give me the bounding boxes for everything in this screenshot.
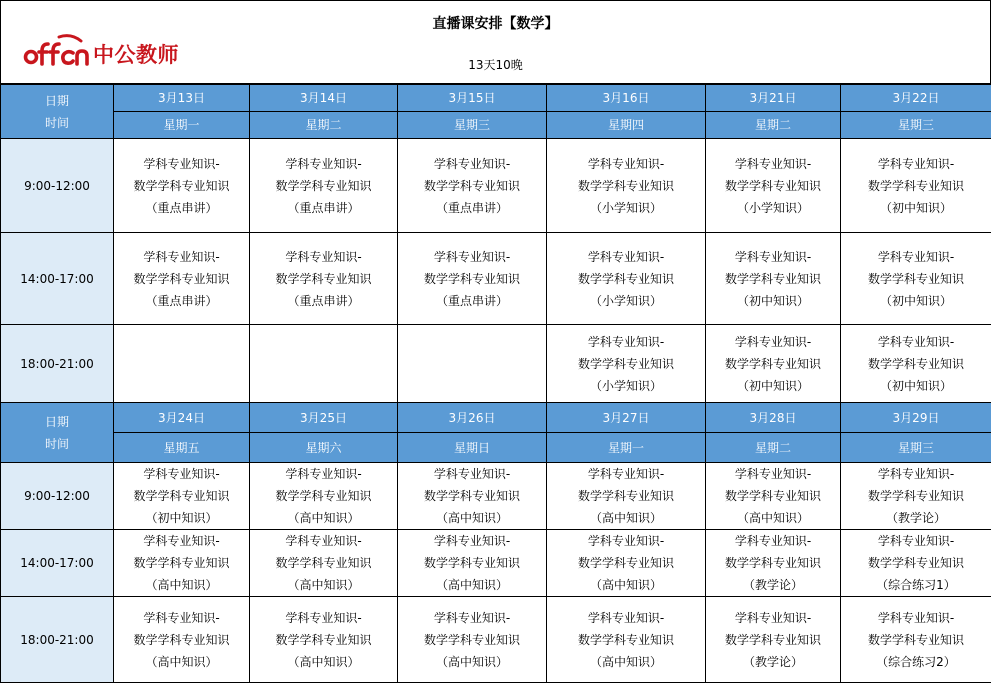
weekday-row bbox=[1, 433, 991, 463]
course-text-line: 数学学科专业知识 bbox=[547, 175, 705, 197]
course-text-line: （高中知识） bbox=[250, 574, 397, 596]
course-text-line: 数学学科专业知识 bbox=[250, 485, 397, 507]
course-cell bbox=[250, 463, 398, 530]
course-text-line: 数学学科专业知识 bbox=[398, 629, 546, 651]
time-slot-label: 18:00-21:00 bbox=[1, 325, 114, 403]
course-text-line: 学科专业知识- bbox=[706, 463, 840, 485]
course-text-line: 学科专业知识- bbox=[841, 331, 991, 353]
date-cell: 3月16日 bbox=[547, 85, 706, 112]
course-text-line: （初中知识） bbox=[706, 290, 840, 312]
course-text-line: （高中知识） bbox=[398, 507, 546, 529]
time-slot-row bbox=[1, 530, 991, 597]
course-text-line: （重点串讲） bbox=[398, 290, 546, 312]
course-text-line: （重点串讲） bbox=[398, 197, 546, 219]
weekday-cell: 星期三 bbox=[398, 112, 547, 139]
course-text-line: （初中知识） bbox=[841, 290, 991, 312]
date-cell: 3月24日 bbox=[114, 403, 250, 433]
course-text-line: 数学学科专业知识 bbox=[841, 353, 991, 375]
course-text-line: 学科专业知识- bbox=[841, 246, 991, 268]
course-text-line: 学科专业知识- bbox=[841, 153, 991, 175]
course-text-line: 数学学科专业知识 bbox=[841, 552, 991, 574]
course-text-line: （教学论） bbox=[706, 651, 840, 673]
course-text-line: （小学知识） bbox=[547, 375, 705, 397]
course-cell bbox=[841, 233, 991, 325]
date-cell: 3月29日 bbox=[841, 403, 991, 433]
weekday-cell: 星期一 bbox=[114, 112, 250, 139]
course-text-line: 学科专业知识- bbox=[706, 530, 840, 552]
course-text-line: 数学学科专业知识 bbox=[841, 268, 991, 290]
course-cell bbox=[706, 597, 841, 683]
course-text-line: 学科专业知识- bbox=[398, 463, 546, 485]
time-slot-row bbox=[1, 463, 991, 530]
date-cell: 3月13日 bbox=[114, 85, 250, 112]
date-cell: 3月22日 bbox=[841, 85, 991, 112]
course-text-line: （初中知识） bbox=[114, 507, 249, 529]
date-cell: 3月25日 bbox=[250, 403, 398, 433]
time-slot-row bbox=[1, 139, 991, 233]
course-cell bbox=[114, 530, 250, 597]
course-text-line: 数学学科专业知识 bbox=[250, 268, 397, 290]
course-text-line: （高中知识） bbox=[250, 651, 397, 673]
course-text-line: 学科专业知识- bbox=[706, 153, 840, 175]
course-text-line: 学科专业知识- bbox=[114, 607, 249, 629]
course-text-line: 学科专业知识- bbox=[547, 463, 705, 485]
course-text-line: （初中知识） bbox=[841, 375, 991, 397]
course-text-line: 数学学科专业知识 bbox=[706, 268, 840, 290]
course-text-line: 学科专业知识- bbox=[547, 246, 705, 268]
course-text-line: 数学学科专业知识 bbox=[841, 629, 991, 651]
weekday-cell: 星期二 bbox=[250, 112, 398, 139]
course-cell bbox=[841, 530, 991, 597]
weekday-cell: 星期日 bbox=[398, 433, 547, 463]
course-text-line: 学科专业知识- bbox=[547, 530, 705, 552]
course-text-line: 数学学科专业知识 bbox=[706, 175, 840, 197]
course-cell bbox=[398, 139, 547, 233]
course-text-line: （教学论） bbox=[841, 507, 991, 529]
course-text-line: （高中知识） bbox=[250, 507, 397, 529]
corner-date-label: 日期 bbox=[1, 411, 113, 433]
course-cell bbox=[547, 325, 706, 403]
course-cell bbox=[398, 325, 547, 403]
weekday-cell: 星期四 bbox=[547, 112, 706, 139]
course-text-line: （重点串讲） bbox=[250, 290, 397, 312]
course-cell bbox=[114, 233, 250, 325]
course-text-line: 学科专业知识- bbox=[706, 331, 840, 353]
page-title: 直播课安排【数学】 bbox=[1, 13, 990, 33]
course-cell bbox=[398, 233, 547, 325]
course-cell bbox=[841, 139, 991, 233]
schedule-header bbox=[0, 0, 991, 84]
course-cell bbox=[114, 325, 250, 403]
course-cell bbox=[250, 233, 398, 325]
course-cell bbox=[114, 139, 250, 233]
course-cell bbox=[547, 139, 706, 233]
course-cell bbox=[114, 463, 250, 530]
corner-date-label: 日期 bbox=[1, 90, 113, 112]
course-text-line: 数学学科专业知识 bbox=[250, 629, 397, 651]
course-text-line: （高中知识） bbox=[547, 574, 705, 596]
course-text-line: 数学学科专业知识 bbox=[114, 552, 249, 574]
course-text-line: （高中知识） bbox=[114, 574, 249, 596]
logo-text: 中公教师 bbox=[93, 43, 179, 67]
course-text-line: （高中知识） bbox=[398, 651, 546, 673]
page-subtitle: 13天10晚 bbox=[1, 56, 990, 73]
course-text-line: 数学学科专业知识 bbox=[706, 353, 840, 375]
course-text-line: 学科专业知识- bbox=[250, 246, 397, 268]
course-text-line: （高中知识） bbox=[114, 651, 249, 673]
course-text-line: 学科专业知识- bbox=[398, 607, 546, 629]
course-text-line: 学科专业知识- bbox=[114, 463, 249, 485]
course-cell bbox=[547, 233, 706, 325]
course-text-line: 数学学科专业知识 bbox=[398, 485, 546, 507]
course-cell bbox=[114, 597, 250, 683]
course-text-line: 数学学科专业知识 bbox=[841, 485, 991, 507]
weekday-cell: 星期二 bbox=[706, 433, 841, 463]
course-text-line: 学科专业知识- bbox=[547, 607, 705, 629]
course-cell bbox=[706, 463, 841, 530]
course-text-line: 数学学科专业知识 bbox=[706, 485, 840, 507]
corner-time-label: 时间 bbox=[1, 112, 113, 134]
course-text-line: （重点串讲） bbox=[114, 290, 249, 312]
date-cell: 3月26日 bbox=[398, 403, 547, 433]
weekday-cell: 星期三 bbox=[841, 433, 991, 463]
course-text-line: 学科专业知识- bbox=[706, 246, 840, 268]
weekday-cell: 星期一 bbox=[547, 433, 706, 463]
course-text-line: （综合练习1） bbox=[841, 574, 991, 596]
course-text-line: 学科专业知识- bbox=[706, 607, 840, 629]
course-text-line: 学科专业知识- bbox=[114, 530, 249, 552]
course-text-line: 学科专业知识- bbox=[250, 153, 397, 175]
course-text-line: （重点串讲） bbox=[114, 197, 249, 219]
course-text-line: 数学学科专业知识 bbox=[250, 175, 397, 197]
time-slot-row bbox=[1, 325, 991, 403]
date-row bbox=[1, 85, 991, 112]
course-text-line: 数学学科专业知识 bbox=[398, 268, 546, 290]
course-cell bbox=[250, 139, 398, 233]
course-cell bbox=[706, 530, 841, 597]
course-cell bbox=[398, 530, 547, 597]
weekday-cell: 星期六 bbox=[250, 433, 398, 463]
course-text-line: 数学学科专业知识 bbox=[547, 268, 705, 290]
date-cell: 3月27日 bbox=[547, 403, 706, 433]
course-text-line: 学科专业知识- bbox=[841, 463, 991, 485]
course-text-line: 学科专业知识- bbox=[114, 246, 249, 268]
course-cell bbox=[841, 463, 991, 530]
course-text-line: （高中知识） bbox=[398, 574, 546, 596]
course-cell bbox=[841, 597, 991, 683]
course-text-line: 学科专业知识- bbox=[398, 153, 546, 175]
weekday-row bbox=[1, 112, 991, 139]
weekday-cell: 星期三 bbox=[841, 112, 991, 139]
course-text-line: 学科专业知识- bbox=[547, 331, 705, 353]
date-row bbox=[1, 403, 991, 433]
course-cell bbox=[547, 530, 706, 597]
date-cell: 3月28日 bbox=[706, 403, 841, 433]
course-text-line: 数学学科专业知识 bbox=[547, 629, 705, 651]
time-slot-label: 14:00-17:00 bbox=[1, 530, 114, 597]
course-text-line: 数学学科专业知识 bbox=[547, 485, 705, 507]
course-cell bbox=[250, 325, 398, 403]
course-text-line: 数学学科专业知识 bbox=[114, 175, 249, 197]
time-slot-row bbox=[1, 597, 991, 683]
weekday-cell: 星期五 bbox=[114, 433, 250, 463]
course-text-line: 数学学科专业知识 bbox=[547, 353, 705, 375]
course-text-line: （教学论） bbox=[706, 574, 840, 596]
course-text-line: 学科专业知识- bbox=[250, 530, 397, 552]
course-text-line: 数学学科专业知识 bbox=[547, 552, 705, 574]
course-cell bbox=[841, 325, 991, 403]
course-text-line: 数学学科专业知识 bbox=[114, 268, 249, 290]
course-text-line: 数学学科专业知识 bbox=[250, 552, 397, 574]
course-cell bbox=[706, 233, 841, 325]
course-cell bbox=[547, 597, 706, 683]
date-cell: 3月21日 bbox=[706, 85, 841, 112]
weekday-cell: 星期二 bbox=[706, 112, 841, 139]
date-time-corner bbox=[1, 85, 114, 139]
course-text-line: （初中知识） bbox=[841, 197, 991, 219]
course-cell bbox=[547, 463, 706, 530]
course-text-line: 学科专业知识- bbox=[250, 463, 397, 485]
course-text-line: （高中知识） bbox=[706, 507, 840, 529]
course-text-line: （高中知识） bbox=[547, 651, 705, 673]
course-text-line: （小学知识） bbox=[706, 197, 840, 219]
date-time-corner bbox=[1, 403, 114, 463]
course-text-line: 学科专业知识- bbox=[398, 246, 546, 268]
corner-time-label: 时间 bbox=[1, 433, 113, 455]
course-text-line: 学科专业知识- bbox=[841, 530, 991, 552]
course-text-line: （小学知识） bbox=[547, 197, 705, 219]
time-slot-label: 18:00-21:00 bbox=[1, 597, 114, 683]
time-slot-label: 9:00-12:00 bbox=[1, 463, 114, 530]
date-cell: 3月15日 bbox=[398, 85, 547, 112]
course-text-line: 数学学科专业知识 bbox=[706, 629, 840, 651]
course-text-line: （小学知识） bbox=[547, 290, 705, 312]
course-text-line: 数学学科专业知识 bbox=[114, 485, 249, 507]
course-text-line: （初中知识） bbox=[706, 375, 840, 397]
schedule-table bbox=[0, 84, 991, 683]
time-slot-label: 14:00-17:00 bbox=[1, 233, 114, 325]
course-text-line: 学科专业知识- bbox=[250, 607, 397, 629]
course-text-line: 学科专业知识- bbox=[841, 607, 991, 629]
course-text-line: （重点串讲） bbox=[250, 197, 397, 219]
course-cell bbox=[250, 530, 398, 597]
course-text-line: 学科专业知识- bbox=[114, 153, 249, 175]
course-cell bbox=[706, 139, 841, 233]
course-cell bbox=[250, 597, 398, 683]
time-slot-row bbox=[1, 233, 991, 325]
course-text-line: 数学学科专业知识 bbox=[398, 552, 546, 574]
course-text-line: 数学学科专业知识 bbox=[841, 175, 991, 197]
course-text-line: 数学学科专业知识 bbox=[706, 552, 840, 574]
course-cell bbox=[706, 325, 841, 403]
course-cell bbox=[398, 463, 547, 530]
course-text-line: 学科专业知识- bbox=[547, 153, 705, 175]
course-text-line: 数学学科专业知识 bbox=[398, 175, 546, 197]
course-text-line: （高中知识） bbox=[547, 507, 705, 529]
course-cell bbox=[398, 597, 547, 683]
course-text-line: （综合练习2） bbox=[841, 651, 991, 673]
time-slot-label: 9:00-12:00 bbox=[1, 139, 114, 233]
date-cell: 3月14日 bbox=[250, 85, 398, 112]
course-text-line: 数学学科专业知识 bbox=[114, 629, 249, 651]
course-text-line: 学科专业知识- bbox=[398, 530, 546, 552]
